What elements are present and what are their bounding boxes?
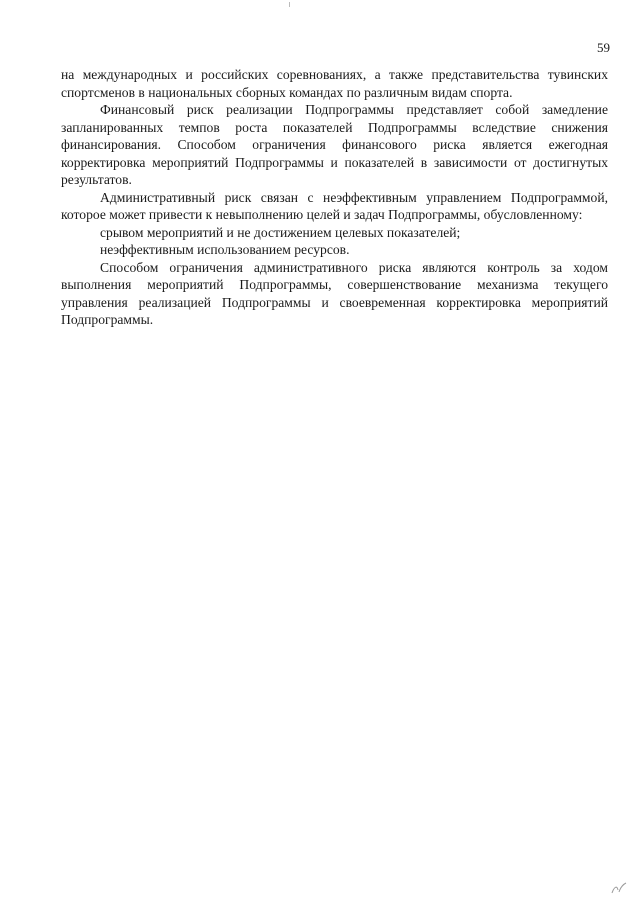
page-number: 59: [597, 40, 610, 55]
paragraph-risk-mitigation: Способом ограничения административного риска являются контроль за ходом выполнения мероприятий Подпрограммы, совершенствование механизма текущего управления реализацией Подпрограммы и своевременная корректировка мероприятий Подпрограммы.: [61, 259, 608, 327]
handwritten-mark-icon: [610, 881, 628, 895]
scan-artifact-tick: [289, 2, 290, 7]
paragraph-administrative-risk: Административный риск связан с неэффективным управлением Подпрограммой, которое может привести к невыполнению целей и задач Подпрограммы, обусловленному:: [61, 189, 608, 222]
list-item-missed-events: срывом мероприятий и не достижением целевых показателей;: [100, 224, 461, 240]
paragraph-continuation: на международных и российских соревнованиях, а также представительства тувинских спортсменов в национальных сборных командах по различным видам спорта.: [61, 67, 608, 100]
paragraph-financial-risk: Финансовый риск реализации Подпрограммы представляет собой замедление запланированных темпов роста показателей Подпрограммы вследствие снижения финансирования. Способом ограничения финансового риска является ежегодная корректировка мероприятий Подпрограммы и показателей в зависимости от достигнутых результатов.: [61, 102, 608, 187]
list-item-inefficient-resources: неэффективным использованием ресурсов.: [100, 242, 350, 257]
document-body: [61, 66, 608, 329]
